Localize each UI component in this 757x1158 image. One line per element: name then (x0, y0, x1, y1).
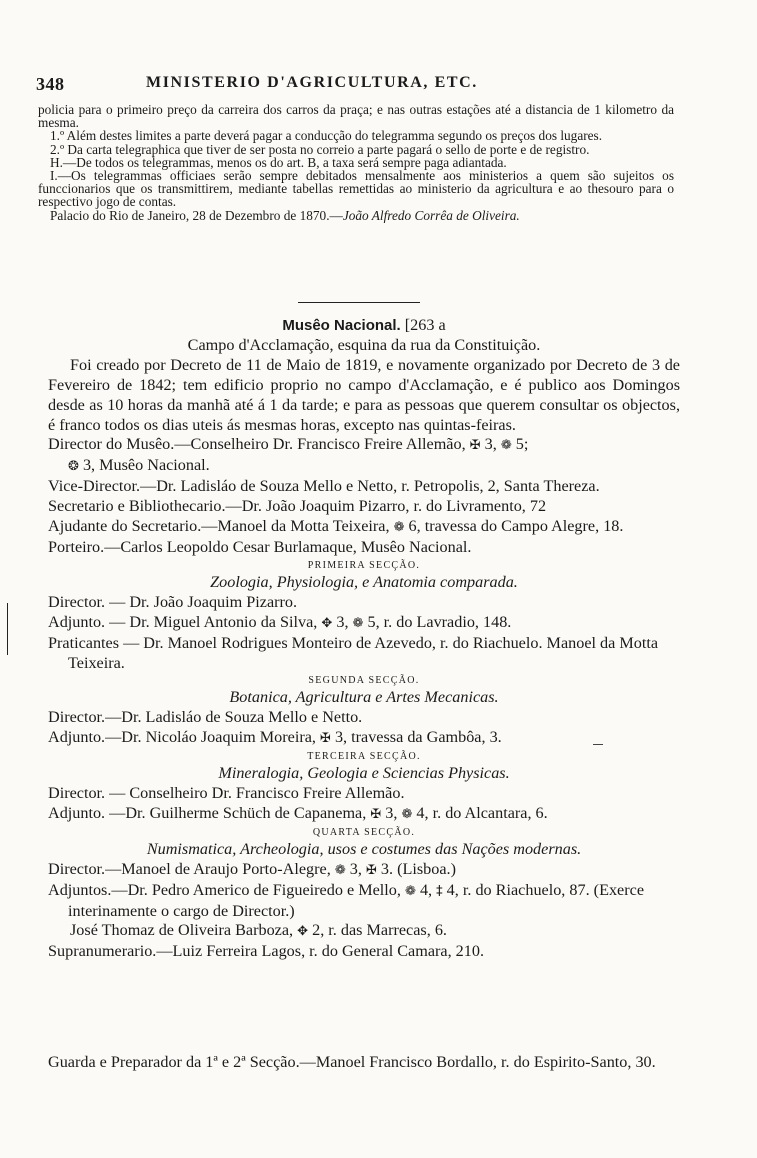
entry-text: 4, r. do Riachuelo, 87. (Exerce interinamente o cargo de Director.) (68, 880, 645, 920)
rule-paragraph: 2.º Da carta telegraphica que tiver de ser posta no correio a parte pagará o sello de porte e de registro. (50, 141, 590, 157)
supernumerary-entry: Supranumerario.—Luiz Ferreira Lagos, r. do General Camara, 210. (48, 942, 485, 961)
porter-entry: Porteiro.—Carlos Leopoldo Cesar Burlamaque, Musêo Nacional. (48, 537, 472, 556)
museum-title-ref: [263 a (404, 316, 446, 334)
museum-title: Musêo Nacional. (282, 317, 401, 334)
order-rose-icon: ❁ (500, 438, 512, 454)
entry-text: Director.—Manoel de Araujo Porto-Alegre, (48, 859, 331, 878)
entry-text: 5; (515, 435, 529, 454)
telegram-rules (38, 103, 674, 222)
section-subject: Numismatica, Archeologia, usos e costumes das Nações modernas. (146, 839, 582, 858)
margin-mark (7, 603, 8, 655)
director-entry (48, 435, 680, 477)
entry-text: 3, (349, 859, 362, 878)
section-adjuncts (48, 881, 680, 922)
order-rose-icon: ❁ (334, 862, 346, 878)
museum-section (48, 316, 680, 962)
section-label: QUARTA SECÇÃO. (312, 826, 416, 838)
guard-entry: Guarda e Preparador da 1ª e 2ª Secção.—Manoel Francisco Bordallo, r. do Espirito-Santo, 30. (48, 1053, 656, 1071)
order-cross-icon: ✠ (365, 862, 377, 878)
order-medal-icon: ❂ (68, 459, 79, 475)
museum-description: Foi creado por Decreto de 11 de Maio de 1819, e novamente organizado por Decreto de 3 de Fevereiro de 1842; tem edificio proprio no campo d'Acclamação, e é publico aos Domingos desde as 10 horas da manhã até á 1 da tarde; e para as pessoas que querem consultar os objectos, é franco todos os dias uteis ás mesmas horas, excepto nas quintas-feiras. (48, 355, 680, 434)
signature-line (38, 209, 674, 222)
section-director (48, 860, 680, 881)
entry-text: 3, travessa da Gambôa, 3. (334, 728, 502, 747)
page-number: 348 (36, 74, 65, 94)
section-adjunct (48, 728, 680, 749)
order-rose-icon: ❁ (404, 883, 416, 899)
museum-address: Campo d'Acclamação, esquina da rua da Constituição. (187, 335, 541, 354)
entry-text: 3, (336, 612, 349, 631)
entry-text: 2, r. das Marrecas, 6. (312, 921, 447, 940)
rule-paragraph: I.—Os telegrammas officiaes serão sempre debitados mensalmente aos ministerios a quem são sujeitos os funccionarios que os transmittirem, mediante tabellas remettidas ao ministerio da agricultura e ao thesouro para o respectivo jogo de contas. (38, 168, 674, 210)
double-dagger-icon: ‡ (436, 883, 443, 899)
guard-block (48, 1052, 680, 1072)
section-subject: Zoologia, Physiologia, e Anatomia comparada. (210, 572, 518, 591)
order-star-icon: ✥ (297, 924, 309, 940)
section-adjunct (48, 613, 680, 634)
order-rose-icon: ❁ (401, 806, 413, 822)
entry-text: Adjunto.—Dr. Nicoláo Joaquim Moreira, (48, 728, 316, 747)
order-cross-icon: ✠ (320, 731, 331, 747)
entry-text: 3. (Lisboa.) (380, 859, 456, 878)
order-cross-icon: ✠ (370, 806, 382, 822)
section-subject: Botanica, Agricultura e Artes Mecanicas. (229, 688, 499, 707)
entry-text: 3, Musêo Nacional. (82, 456, 210, 475)
secretary-entry: Secretario e Bibliothecario.—Dr. João Joaquim Pizarro, r. do Livramento, 72 (48, 497, 547, 516)
stray-dash (593, 744, 603, 745)
section-adjunct (48, 804, 680, 825)
section-adjunct (48, 921, 680, 942)
entry-text: Ajudante do Secretario.—Manoel da Motta Teixeira, (48, 517, 390, 536)
order-rose-icon: ❁ (393, 520, 405, 536)
entry-text: Director do Musêo.—Conselheiro Dr. Francisco Freire Allemão, (48, 435, 466, 454)
entry-text: Adjunto. —Dr. Guilherme Schüch de Capanema, (48, 803, 367, 822)
entry-text: José Thomaz de Oliveira Barboza, (70, 921, 294, 940)
section-divider (298, 302, 420, 303)
entry-text: 3, (484, 435, 497, 454)
section-label: PRIMEIRA SECÇÃO. (307, 559, 421, 571)
page-header (36, 74, 676, 98)
signature-text: Palacio do Rio de Janeiro, 28 de Dezembro de 1870.— (50, 207, 343, 223)
section-label: SEGUNDA SECÇÃO. (308, 675, 420, 687)
entry-text: 6, travessa do Campo Alegre, 18. (408, 517, 624, 536)
entry-text: 5, r. do Lavradio, 148. (367, 612, 512, 631)
section-director: Director. — Dr. João Joaquim Pizarro. (48, 592, 298, 611)
signature-name: João Alfredo Corrêa de Oliveira. (342, 207, 520, 223)
running-title: MINISTERIO D'AGRICULTURA, ETC. (146, 74, 478, 91)
museum-title-line (48, 316, 680, 336)
order-cross-icon: ✠ (469, 438, 481, 454)
assistant-entry (48, 517, 680, 538)
section-director: Director. — Conselheiro Dr. Francisco Freire Allemão. (48, 784, 405, 803)
rule-paragraph: 1.º Além destes limites a parte deverá pagar a conducção do telegramma segundo os preços dos lugares. (50, 128, 603, 144)
section-label: TERCEIRA SECÇÃO. (307, 751, 421, 763)
entry-text: 4, (419, 880, 433, 899)
section-director: Director.—Dr. Ladisláo de Souza Mello e Netto. (48, 708, 363, 727)
section-subject: Mineralogia, Geologia e Sciencias Physicas. (218, 764, 510, 783)
entry-text: 3, (385, 803, 398, 822)
order-star-icon: ✥ (321, 615, 333, 631)
rule-paragraph: policia para o primeiro preço da carreira dos carros da praça; e nas outras estações até a distancia de 1 kilometro da mesma. (38, 102, 674, 131)
rule-paragraph: H.—De todos os telegrammas, menos os do art. B, a taxa será sempre paga adiantada. (50, 154, 507, 170)
vice-director-entry: Vice-Director.—Dr. Ladisláo de Souza Mello e Netto, r. Petropolis, 2, Santa Thereza. (48, 477, 600, 496)
entry-text: 4, r. do Alcantara, 6. (416, 803, 548, 822)
entry-text: Adjuntos.—Dr. Pedro Americo de Figueiredo e Mello, (48, 880, 401, 899)
section-practicants: Praticantes — Dr. Manoel Rodrigues Monteiro de Azevedo, r. do Riachuelo. Manoel da Motta Teixeira. (48, 633, 659, 672)
entry-text: Adjunto. — Dr. Miguel Antonio da Silva, (48, 612, 318, 631)
order-rose-icon: ❁ (352, 615, 364, 631)
